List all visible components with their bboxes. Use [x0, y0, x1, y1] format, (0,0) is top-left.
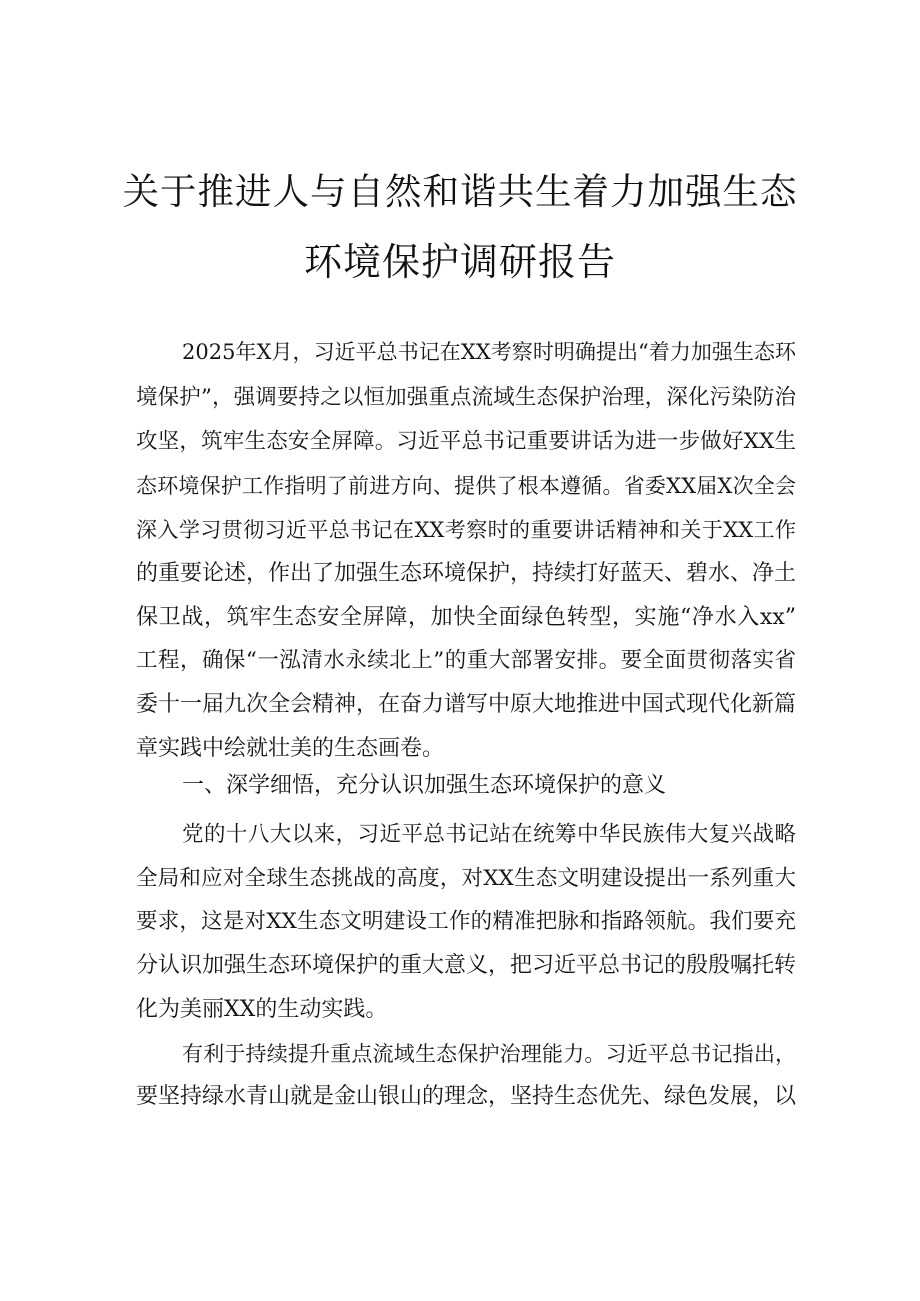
paragraph-line: 2025年X月，习近平总书记在XX考察时明确提出“着力加强生态环: [182, 340, 796, 364]
section-heading-1: 一、深学细悟，充分认识加强生态环境保护的意义: [182, 773, 667, 798]
paragraph-line: 要坚持绿水青山就是金山银山的理念，坚持生态优先、绿色发展，以: [136, 1084, 797, 1109]
paragraph-line: 深入学习贯彻习近平总书记在XX考察时的重要讲话精神和关于XX工作: [136, 518, 796, 542]
document-title-line-2: 环境保护调研报告: [303, 240, 616, 284]
paragraph-line: 保卫战，筑牢生态安全屏障，加快全面绿色转型，实施“净水入xx”: [136, 605, 796, 630]
paragraph-line: 境保护”，强调要持之以恒加强重点流域生态保护治理，深化污染防治: [136, 385, 796, 410]
document-title-line-1: 关于推进人与自然和谐共生着力加强生态: [122, 170, 798, 213]
paragraph-line: 全局和应对全球生态挑战的高度，对XX生态文明建设提出一系列重大: [136, 866, 796, 891]
paragraph-line: 章实践中绘就壮美的生态画卷。: [136, 736, 445, 761]
paragraph-line: 的重要论述，作出了加强生态环境保护，持续打好蓝天、碧水、净土: [136, 561, 797, 586]
paragraph-line: 分认识加强生态环境保护的重大意义，把习近平总书记的殷殷嘱托转: [136, 953, 797, 978]
paragraph-line: 委十一届九次全会精神，在奋力谱写中原大地推进中国式现代化新篇: [136, 692, 797, 717]
paragraph-line: 有利于持续提升重点流域生态保护治理能力。习近平总书记指出，: [182, 1042, 796, 1066]
paragraph-line: 态环境保护工作指明了前进方向、提供了根本遵循。省委XX届X次全会: [136, 474, 796, 498]
paragraph-line: 工程，确保“一泓清水永续北上”的重大部署安排。要全面贯彻落实省: [136, 648, 796, 673]
paragraph-line: 化为美丽XX的生动实践。: [136, 997, 388, 1022]
paragraph-line: 要求，这是对XX生态文明建设工作的精准把脉和指路领航。我们要充: [136, 909, 796, 934]
paragraph-line: 攻坚，筑牢生态安全屏障。习近平总书记重要讲话为进一步做好XX生: [136, 429, 796, 454]
paragraph-line: 党的十八大以来，习近平总书记站在统筹中华民族伟大复兴战略: [182, 822, 796, 847]
